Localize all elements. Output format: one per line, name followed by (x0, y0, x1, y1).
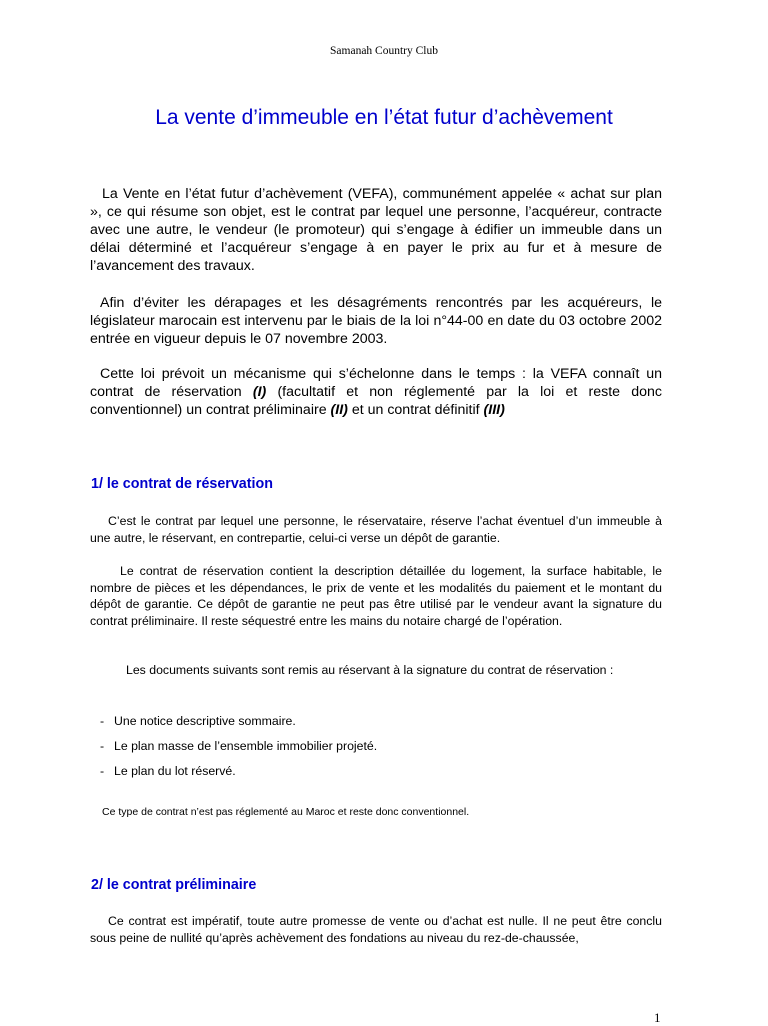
section-1-paragraph-3-text: Les documents suivants sont remis au réservant à la signature du contrat de réservation : (126, 663, 614, 677)
list-item-text: Une notice descriptive sommaire. (114, 714, 296, 728)
ref-i: (I) (252, 384, 267, 400)
intro-paragraph-3 (90, 365, 662, 419)
section-1-paragraph-3 (90, 662, 662, 679)
ref-iii: (III) (483, 402, 505, 418)
section-2-paragraph-1 (90, 913, 662, 946)
list-item (100, 739, 377, 764)
intro-paragraph-3-text-c: et un contrat définitif (347, 402, 484, 418)
ref-ii: (II) (330, 402, 348, 418)
section-1-paragraph-2 (90, 563, 662, 629)
section-2-heading: 2/ le contrat préliminaire (91, 877, 257, 893)
section-1-paragraph-1 (90, 513, 662, 546)
dash-bullet-icon: - (100, 764, 105, 778)
intro-paragraph-1 (90, 185, 662, 275)
section-1-paragraph-2-text: Le contrat de réservation contient la description détaillée du logement, la surface habitable, le nombre de pièces et les dépendances, le prix de vente et les modalités du paiement et le montant du dépôt de garantie. Ce dépôt de garantie ne peut pas être utilisé par le vendeur avant la signature du contrat préliminaire. Il reste séquestré entre les mains du notaire chargé de l’opération. (90, 564, 662, 628)
list-item-text: Le plan du lot réservé. (114, 764, 236, 778)
page-number: 1 (654, 1010, 661, 1025)
intro-paragraph-1-text: La Vente en l’état futur d’achèvement (VEFA), communément appelée « achat sur plan », ce qui résume son objet, est le contrat par lequel une personne, l’acquéreur, contracte avec une autre, le vendeur (le promoteur) qui s’engage à édifier un immeuble dans un délai déterminé et l’acquéreur s’engage à en payer le prix au fur et à mesure de l’avancement des travaux. (90, 186, 662, 274)
list-item-text: Le plan masse de l’ensemble immobilier projeté. (114, 739, 378, 753)
documents-list (100, 714, 377, 789)
section-1-heading: 1/ le contrat de réservation (91, 476, 273, 492)
list-item (100, 764, 377, 789)
intro-paragraph-2 (90, 294, 662, 348)
document-title: La vente d’immeuble en l’état futur d’achèvement (155, 106, 613, 129)
intro-paragraph-3-text-b: (facultatif et non réglementé par la loi et reste donc conventionnel) un contrat préliminaire (90, 384, 662, 418)
dash-bullet-icon: - (100, 739, 105, 753)
section-1-note: Ce type de contrat n’est pas réglementé au Maroc et reste donc conventionnel. (102, 806, 470, 818)
list-item (100, 714, 377, 739)
intro-paragraph-2-text: Afin d’éviter les dérapages et les désagréments rencontrés par les acquéreurs, le législateur marocain est intervenu par le biais de la loi n°44-00 en date du 03 octobre 2002 entrée en vigueur depuis le 07 novembre 2003. (90, 295, 662, 347)
section-1-paragraph-1-text: C’est le contrat par lequel une personne, le réservataire, réserve l’achat éventuel d’un immeuble à une autre, le réservant, en contrepartie, celui-ci verse un dépôt de garantie. (90, 514, 662, 545)
dash-bullet-icon: - (100, 714, 105, 728)
running-header: Samanah Country Club (330, 45, 438, 57)
intro-paragraph-3-text-a: Cette loi prévoit un mécanisme qui s’échelonne dans le temps : la VEFA connaît un contrat de réservation (90, 366, 662, 400)
section-2-paragraph-1-text: Ce contrat est impératif, toute autre promesse de vente ou d’achat est nulle. Il ne peut être conclu sous peine de nullité qu’après achèvement des fondations au niveau du rez-de-chaussée, (90, 914, 662, 945)
